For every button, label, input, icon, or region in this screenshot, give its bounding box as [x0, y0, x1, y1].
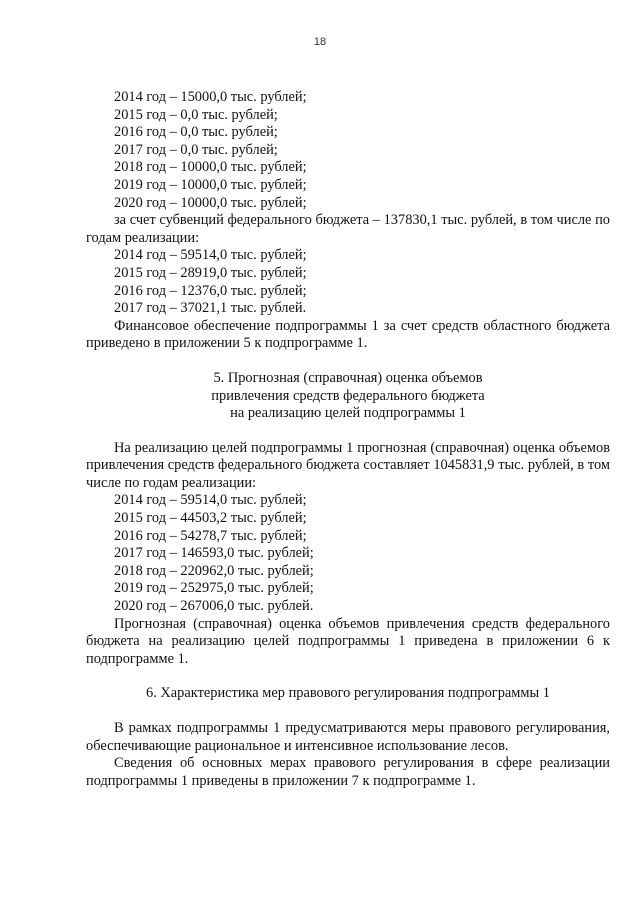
section-6-heading: 6. Характеристика мер правового регулирования подпрограммы 1 — [146, 685, 550, 702]
year-line: 2020 год – 267006,0 тыс. рублей. — [114, 598, 314, 615]
year-line: 2016 год – 54278,7 тыс. рублей; — [114, 527, 307, 544]
year-line: 2018 год – 10000,0 тыс. рублей; — [114, 159, 307, 176]
page-number: 18 — [313, 36, 327, 48]
year-line: 2017 год – 37021,1 тыс. рублей. — [114, 300, 307, 317]
section-5-heading — [86, 370, 610, 423]
year-line: 2017 год – 146593,0 тыс. рублей; — [114, 545, 314, 562]
year-line: 2014 год – 15000,0 тыс. рублей; — [114, 89, 307, 105]
section-5-closing: Прогнозная (справочная) оценка объемов привлечения средств федерального бюджета на реализацию целей подпрограммы 1 приведена в приложении 6 к подпрограмме 1. — [86, 615, 610, 667]
financing-paragraph: Финансовое обеспечение подпрограммы 1 за счет средств областного бюджета приведено в приложении 5 к подпрограмме 1. — [86, 317, 610, 352]
section-heading-line: привлечения средств федерального бюджета — [211, 387, 485, 404]
year-line: 2015 год – 44503,2 тыс. рублей; — [114, 510, 307, 527]
year-line: 2020 год – 10000,0 тыс. рублей; — [114, 194, 307, 211]
section-6-para-2: Сведения об основных мерах правового регулирования в сфере реализации подпрограммы 1 приведены в приложении 7 к подпрограмме 1. — [86, 755, 610, 789]
section-5-intro: На реализацию целей подпрограммы 1 прогнозная (справочная) оценка объемов привлечения средств федерального бюджета составляет 1045831,9 тыс. рублей, в том числе по годам реализации: — [86, 439, 610, 491]
year-line: 2019 год – 10000,0 тыс. рублей; — [114, 176, 307, 193]
page-content — [86, 89, 610, 790]
section-heading-line: 5. Прогнозная (справочная) оценка объемов — [213, 369, 483, 386]
year-list-2 — [86, 247, 610, 317]
year-list-1 — [86, 89, 610, 212]
subventions-paragraph: за счет субвенций федерального бюджета – 137830,1 тыс. рублей, в том числе по годам реализации: — [86, 212, 610, 246]
year-line: 2015 год – 0,0 тыс. рублей; — [114, 106, 278, 123]
year-line: 2014 год – 59514,0 тыс. рублей; — [114, 492, 307, 509]
year-line: 2015 год – 28919,0 тыс. рублей; — [114, 264, 307, 281]
year-line: 2016 год – 12376,0 тыс. рублей; — [114, 282, 307, 299]
year-line: 2019 год – 252975,0 тыс. рублей; — [114, 580, 314, 597]
section-heading-line: на реализацию целей подпрограммы 1 — [230, 405, 466, 422]
year-line: 2014 год – 59514,0 тыс. рублей; — [114, 247, 307, 264]
year-line: 2016 год – 0,0 тыс. рублей; — [114, 124, 278, 141]
year-line: 2017 год – 0,0 тыс. рублей; — [114, 141, 278, 158]
year-list-3 — [86, 492, 610, 615]
year-line: 2018 год – 220962,0 тыс. рублей; — [114, 562, 314, 579]
section-6-para-1: В рамках подпрограммы 1 предусматриваются меры правового регулирования, обеспечивающие рациональное и интенсивное использование лесов. — [86, 720, 610, 754]
